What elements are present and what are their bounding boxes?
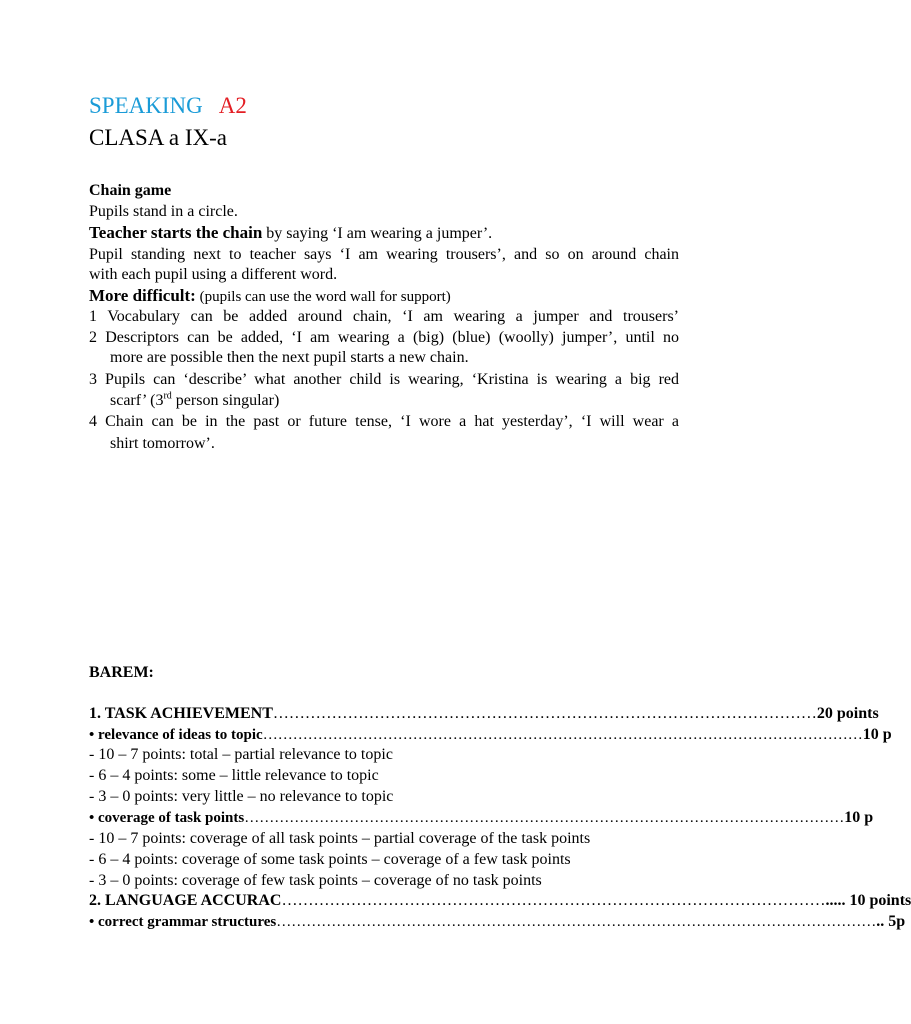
section-2-points: ..... 10 points xyxy=(825,892,911,909)
activity-line-1: Pupils stand in a circle. xyxy=(89,203,238,220)
superscript-rd: rd xyxy=(163,390,172,402)
more-difficult-line xyxy=(89,286,451,307)
grammar-points: .. 5p xyxy=(876,913,906,930)
more-difficult-bold: More difficult: xyxy=(89,286,196,305)
relevance-level-3: - 3 – 0 points: very little – no relevance to topic xyxy=(89,788,394,805)
list-item-3-cont-a: scarf’ (3 xyxy=(110,392,164,409)
section-2-row xyxy=(89,891,911,911)
relevance-label: • relevance of ideas to topic xyxy=(89,727,263,743)
teacher-bold: Teacher starts the chain xyxy=(89,223,263,242)
pupil-line: Pupil standing next to teacher says ‘I am wearing trousers’, and so on around chain xyxy=(89,246,679,263)
list-item-2-cont: more are possible then the next pupil starts a new chain. xyxy=(110,349,469,366)
teacher-rest: by saying ‘I am wearing a jumper’. xyxy=(262,225,493,242)
coverage-level-2: - 6 – 4 points: coverage of some task points – coverage of a few task points xyxy=(89,851,571,868)
list-item-4: 4 Chain can be in the past or future tense, ‘I wore a hat yesterday’, ‘I will wear a xyxy=(89,413,679,430)
more-difficult-rest: (pupils can use the word wall for support) xyxy=(195,289,451,305)
section-2-label: 2. LANGUAGE ACCURAC xyxy=(89,892,282,909)
leader-dots: ………………………………………………………………………………………………………… xyxy=(244,810,845,826)
coverage-level-1: - 10 – 7 points: coverage of all task points – partial coverage of the task points xyxy=(89,830,591,847)
grammar-label: • correct grammar structures xyxy=(89,914,277,930)
coverage-row xyxy=(89,808,874,828)
pupil-line-2: with each pupil using a different word. xyxy=(89,266,338,283)
leader-dots: ………………………………………………………………………………………… xyxy=(272,705,817,722)
title-speaking: SPEAKING xyxy=(89,93,203,118)
section-1-row xyxy=(89,704,879,724)
relevance-level-1: - 10 – 7 points: total – partial relevance to topic xyxy=(89,746,393,763)
section-1-points: 20 points xyxy=(816,705,879,722)
relevance-row xyxy=(89,725,892,745)
list-item-3: 3 Pupils can ‘describe’ what another child is wearing, ‘Kristina is wearing a big red xyxy=(89,371,679,388)
barem-heading: BAREM: xyxy=(89,664,154,681)
relevance-points: 10 p xyxy=(862,726,892,743)
coverage-points: 10 p xyxy=(844,809,874,826)
coverage-label: • coverage of task points xyxy=(89,810,245,826)
section-1-label: 1. TASK ACHIEVEMENT xyxy=(89,705,273,722)
leader-dots: ………………………………………………………………………………………………………… xyxy=(276,914,877,930)
relevance-level-2: - 6 – 4 points: some – little relevance to topic xyxy=(89,767,379,784)
teacher-line xyxy=(89,223,492,244)
list-item-1: 1 Vocabulary can be added around chain, ‘I am wearing a jumper and trousers’ xyxy=(89,308,679,325)
grammar-row xyxy=(89,912,906,932)
class-subtitle: CLASA a IX-a xyxy=(89,125,227,150)
document-title xyxy=(89,92,247,120)
list-item-3-cont-b: person singular) xyxy=(171,392,280,409)
leader-dots: ………………………………………………………………………………………………………… xyxy=(262,727,863,743)
coverage-level-3: - 3 – 0 points: coverage of few task points – coverage of no task points xyxy=(89,872,542,889)
list-item-2: 2 Descriptors can be added, ‘I am wearing a (big) (blue) (woolly) jumper’, until no xyxy=(89,329,679,346)
list-item-3-cont xyxy=(110,391,279,411)
activity-title: Chain game xyxy=(89,182,172,199)
leader-dots: ………………………………………………………………………………………… xyxy=(281,892,826,909)
list-item-4-cont: shirt tomorrow’. xyxy=(110,435,215,452)
title-level: A2 xyxy=(218,93,247,118)
